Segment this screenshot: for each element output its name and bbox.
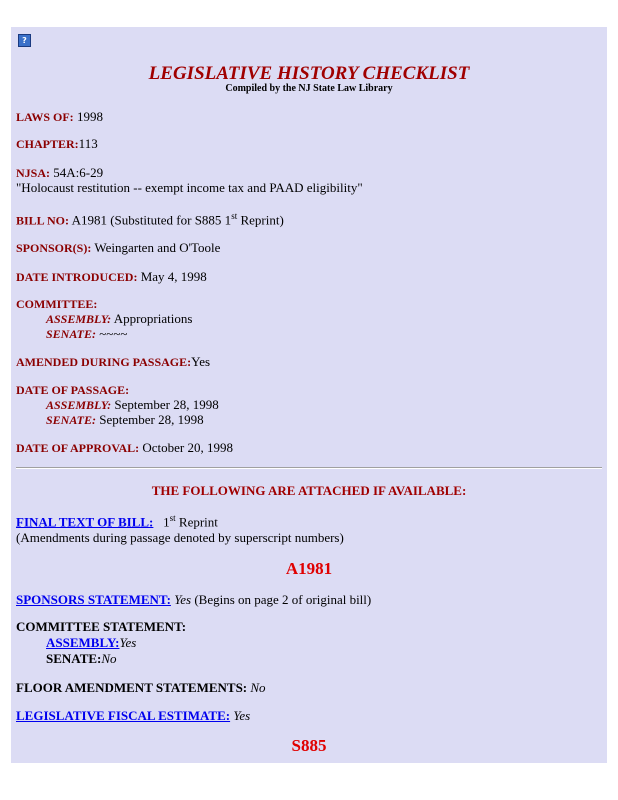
sponsors-value: Weingarten and O'Toole: [94, 240, 221, 255]
committee-statement-assembly-value: Yes: [119, 635, 137, 650]
sponsors-statement-row: [16, 592, 371, 608]
sponsors-statement-note: (Begins on page 2 of original bill): [194, 592, 372, 607]
chapter-row: [16, 136, 98, 152]
date-of-approval-value: October 20, 1998: [142, 440, 233, 455]
bill-no-tail: Reprint): [237, 212, 284, 228]
committee-label: COMMITTEE:: [16, 297, 98, 311]
date-introduced-value: May 4, 1998: [140, 269, 207, 284]
fiscal-estimate-link[interactable]: LEGISLATIVE FISCAL ESTIMATE:: [16, 708, 231, 723]
sponsors-statement-link[interactable]: SPONSORS STATEMENT:: [16, 592, 171, 607]
bill-no-label: BILL NO:: [16, 213, 70, 228]
committee-statement-senate-value: No: [101, 651, 117, 666]
passage-assembly-label: ASSEMBLY:: [46, 398, 112, 412]
floor-amendment-value: No: [250, 680, 266, 695]
committee-label-row: [16, 296, 97, 312]
final-text-sup: st: [169, 513, 176, 523]
date-of-passage-label: DATE OF PASSAGE:: [16, 383, 130, 397]
sponsors-statement-value: Yes: [174, 592, 192, 607]
passage-senate-value: September 28, 1998: [99, 412, 204, 427]
committee-statement-senate-label: SENATE:: [46, 651, 102, 666]
chapter-value: 113: [78, 136, 98, 151]
passage-senate-label: SENATE:: [46, 413, 97, 427]
committee-statement-label: COMMITTEE STATEMENT:: [16, 619, 187, 634]
passage-senate-row: [46, 412, 204, 428]
bill-s-heading: S885: [291, 736, 327, 755]
final-text-link[interactable]: FINAL TEXT OF BILL:: [16, 514, 154, 530]
committee-statement-row: [16, 619, 186, 635]
committee-assembly-value: Appropriations: [113, 311, 193, 326]
laws-of-row: [16, 109, 103, 125]
floor-amendment-label: FLOOR AMENDMENT STATEMENTS:: [16, 680, 248, 695]
passage-assembly-row: [46, 397, 219, 413]
amended-value: Yes: [191, 354, 211, 369]
committee-senate-row: [46, 326, 127, 342]
bill-no-value: A1981 (Substituted for S885 1: [71, 212, 232, 228]
committee-statement-assembly-link[interactable]: ASSEMBLY:: [46, 635, 120, 650]
bill-no-sup: st: [231, 211, 238, 221]
final-text-tail: Reprint: [175, 514, 218, 530]
njsa-label: NJSA:: [16, 166, 51, 180]
final-text-note: (Amendments during passage denoted by superscript numbers): [16, 530, 344, 545]
chapter-label: CHAPTER:: [16, 137, 79, 151]
date-of-approval-label: DATE OF APPROVAL:: [16, 441, 140, 455]
njsa-value: 54A:6-29: [53, 165, 104, 180]
fiscal-estimate-value: Yes: [233, 708, 251, 723]
date-of-approval-row: [16, 440, 233, 456]
divider: [16, 467, 602, 469]
amended-row: [16, 354, 210, 370]
help-icon[interactable]: ?: [18, 34, 31, 47]
amended-label: AMENDED DURING PASSAGE:: [16, 355, 192, 369]
njsa-row: [16, 165, 103, 181]
date-introduced-label: DATE INTRODUCED:: [16, 270, 138, 284]
final-text-row: [16, 513, 218, 530]
committee-statement-assembly-row: [46, 635, 136, 651]
date-introduced-row: [16, 269, 207, 285]
laws-of-value: 1998: [76, 109, 103, 124]
floor-amendment-row: [16, 680, 266, 696]
committee-senate-value: ~~~~: [99, 326, 128, 341]
sponsors-label: SPONSOR(S):: [16, 241, 92, 255]
committee-assembly-row: [46, 311, 192, 327]
page-title: LEGISLATIVE HISTORY CHECKLIST: [148, 63, 470, 84]
attached-heading: THE FOLLOWING ARE ATTACHED IF AVAILABLE:: [151, 483, 467, 498]
passage-assembly-value: September 28, 1998: [114, 397, 219, 412]
fiscal-estimate-row: [16, 708, 250, 724]
final-text-value: 1: [163, 514, 170, 530]
date-of-passage-label-row: [16, 382, 129, 398]
committee-assembly-label: ASSEMBLY:: [46, 312, 112, 326]
laws-of-label: LAWS OF:: [16, 110, 74, 124]
document-page: [11, 27, 607, 763]
committee-senate-label: SENATE:: [46, 327, 97, 341]
committee-statement-senate-row: [46, 651, 117, 667]
page-subtitle: Compiled by the NJ State Law Library: [225, 83, 393, 94]
njsa-description: "Holocaust restitution -- exempt income tax and PAAD eligibility": [16, 180, 363, 195]
bill-no-row: [16, 211, 284, 228]
sponsors-row: [16, 240, 220, 256]
bill-a-heading: A1981: [285, 559, 333, 578]
